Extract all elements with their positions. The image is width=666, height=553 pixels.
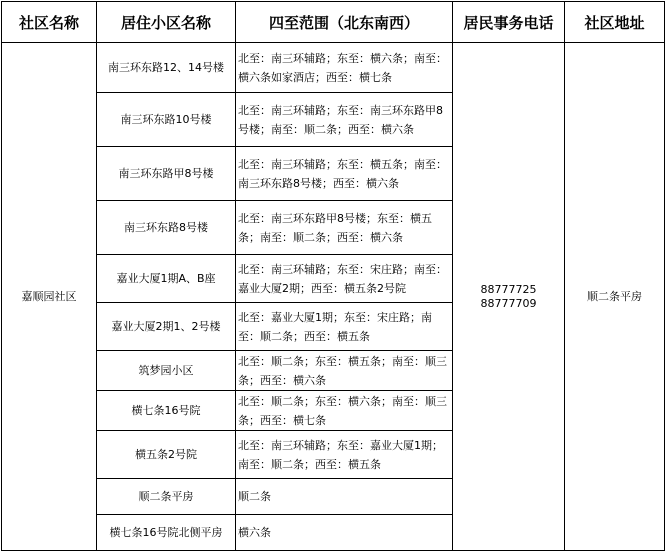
community-name-cell: 嘉顺园社区 xyxy=(2,43,97,551)
boundary-range-cell: 北至：顺二条；东至：横六条；南至：顺三条；西至：横七条 xyxy=(236,391,453,431)
area-name-cell: 横七条16号院北侧平房 xyxy=(97,515,236,551)
phone-number: 88777709 xyxy=(480,296,537,310)
boundary-range-cell: 顺二条 xyxy=(236,479,453,515)
area-name-cell: 南三环东路10号楼 xyxy=(97,93,236,147)
boundary-range-cell: 北至：南三环辅路；东至：南三环东路甲8号楼；南至：顺二条；西至：横六条 xyxy=(236,93,453,147)
area-name-cell: 南三环东路12、14号楼 xyxy=(97,43,236,93)
header-residential-area-name: 居住小区名称 xyxy=(97,2,236,43)
table-row xyxy=(2,43,665,93)
area-name-cell: 嘉业大厦2期1、2号楼 xyxy=(97,303,236,351)
area-name-cell: 筑梦园小区 xyxy=(97,351,236,391)
header-resident-affairs-phone: 居民事务电话 xyxy=(453,2,565,43)
boundary-range-cell: 北至：南三环东路甲8号楼；东至：横五条；南至：顺二条；西至：横六条 xyxy=(236,201,453,255)
header-community-name: 社区名称 xyxy=(2,2,97,43)
boundary-range-cell: 北至：南三环辅路；东至：横六条；南至：横六条如家酒店；西至：横七条 xyxy=(236,43,453,93)
area-name-cell: 南三环东路8号楼 xyxy=(97,201,236,255)
phone-cell xyxy=(453,43,565,551)
boundary-range-cell: 横六条 xyxy=(236,515,453,551)
header-boundary-range: 四至范围（北东南西） xyxy=(236,2,453,43)
boundary-range-cell: 北至：南三环辅路；东至：嘉业大厦1期；南至：顺二条；西至：横五条 xyxy=(236,431,453,479)
header-community-address: 社区地址 xyxy=(565,2,665,43)
area-name-cell: 顺二条平房 xyxy=(97,479,236,515)
phone-number: 88777725 xyxy=(480,282,537,296)
boundary-range-cell: 北至：南三环辅路；东至：宋庄路；南至：嘉业大厦2期；西至：横五条2号院 xyxy=(236,255,453,303)
area-name-cell: 南三环东路甲8号楼 xyxy=(97,147,236,201)
area-name-cell: 横七条16号院 xyxy=(97,391,236,431)
area-name-cell: 横五条2号院 xyxy=(97,431,236,479)
area-name-cell: 嘉业大厦1期A、B座 xyxy=(97,255,236,303)
address-cell: 顺二条平房 xyxy=(565,43,665,551)
community-table xyxy=(1,1,665,551)
header-row xyxy=(2,2,665,43)
boundary-range-cell: 北至：嘉业大厦1期；东至：宋庄路；南至：顺二条；西至：横五条 xyxy=(236,303,453,351)
boundary-range-cell: 北至：顺二条；东至：横五条；南至：顺三条；西至：横六条 xyxy=(236,351,453,391)
boundary-range-cell: 北至：南三环辅路；东至：横五条；南至：南三环东路8号楼；西至：横六条 xyxy=(236,147,453,201)
